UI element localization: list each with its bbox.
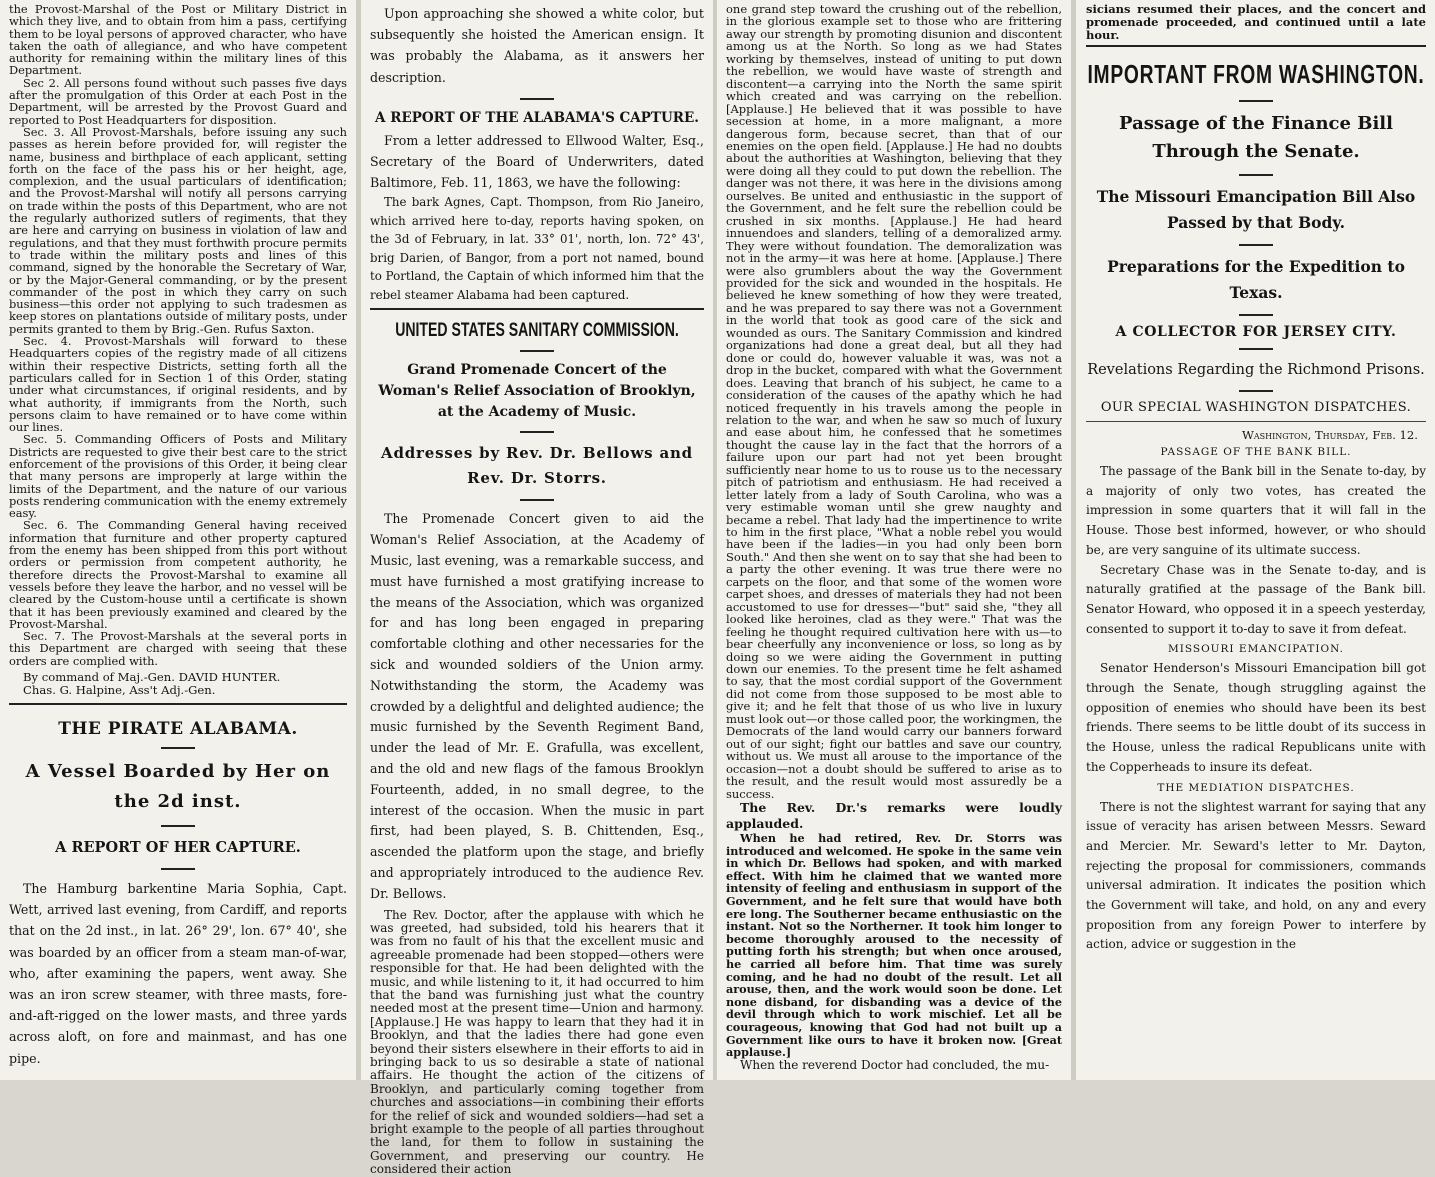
divider	[161, 825, 195, 827]
paragraph: From a letter addressed to Ellwood Walter, Esq., Secretary of the Board of Underwriters, dated Baltimore, Feb. 11, 1863, we have the following:	[370, 132, 704, 191]
paragraph: sicians resumed their places, and the concert and promenade proceeded, and continued until a late hour.	[1086, 2, 1426, 42]
subheadline: Grand Promenade Concert of the Woman's Relief Association of Brooklyn, at the Academy of Music.	[378, 362, 696, 421]
paragraph: Senator Henderson's Missouri Emancipation bill got through the Senate, though struggling against the opposition of enemies who should have been its best friends. There seems to be little doubt of its success in the House, unless the radical Republicans unite with the Copperheads to insure its defeat.	[1086, 661, 1426, 774]
headline: IMPORTANT FROM WASHINGTON.	[1087, 59, 1425, 89]
divider	[520, 98, 554, 100]
paragraph: the Provost-Marshal of the Post or Military District in which they live, and to obtain from him a pass, certifying them to be loyal persons of approved character, who have taken the oath of allegiance, and who have competent authority for remaining within the military lines of this Department.	[9, 2, 347, 78]
divider	[520, 350, 554, 352]
paragraph: one grand step toward the crushing out of the rebellion, in the glorious example set to those who are frittering away our strength by promoting disunion and discontent among us at the North. So long as we had States working by themselves, instead of uniting to put down the rebellion, we would have waste of strength and discontent—a carrying into the North the same spirit which created and was carrying on the rebellion. [Applause.] He believed that it was possible to have secession at home, in a more malignant, a more dangerous form, because secret, than that of our enemies on the open field. [Applause.] He had no doubts about the authorities at Washington, believing that they were doing all they could to put down the rebellion. The danger was not there, it was here in the divisions among ourselves. Be united and enthusiastic in the support of the Government, and he felt sure the rebellion could be crushed in six months. [Applause.] He had heard innuendoes and slanders, telling of a demoralized army. They were without foundation. The demoralization was not in the army—it was here at home. [Applause.] There were also grumblers about the way the Government provided for the sick and wounded in the hospitals. He believed he knew something of how they were treated, and he was prepared to say there was not a Government in the world that took as good care of the sick and wounded as ours. The Sanitary Commission and kindred organizations had done a great deal, but all they had done or could do, however valuable it was, was not a drop in the bucket, compared with what the Government does. Leaving that branch of his subject, he came to a consideration of the causes of the apathy which he had noticed frequently in his travels among the people in relation to the war, and when he saw so much of luxury and ease about him, he confessed that he sometimes thought the cause lay in the fact that the horrors of a failure upon our part had not yet been brought sufficiently near home to us to rouse us to the necessary pitch of patriotism and enthusiasm. He had received a letter lately from a lady of South Carolina, who was a very estimable woman until she grew naughty and became a rebel. That lady had the impertinence to write to him in the first place, "What a noble rebel you would have been if the ladies—in you had only been born South." And then she went on to say that she had been to a party the other evening. It was true there were no carpets on the floor, and that some of the women wore carpet shoes, and dresses of materials they had not been accustomed to use for dresses—"but" said she, "they all looked like heroines, clad as they were." That was the feeling he thought required cultivation here with us—to bear cheerfully any inconvenience or loss, so long as by doing so we were aiding the Government in putting down our enemies. To the present time he felt ashamed to say, that the most cordial support of the Government did not come from those supposed to be most able to give it; and he felt that those of us who live in luxury must look out—or those called poor, the workingmen, the Democrats of the land would carry our banners forward out of our sight; fight our battles and save our country, without us. We must all arouse to the importance of the occasion—not a doubt should be suffered to arise as to the result, and the result would most assuredly be a success.	[726, 2, 1062, 801]
paragraph: Secretary Chase was in the Senate to-day, and is naturally gratified at the passage of the Bank bill. Senator Howard, who opposed it in a speech yesterday, consented to support it to-day to save it from defeat.	[1086, 562, 1426, 636]
headline: UNITED STATES SANITARY COMMISSION.	[395, 320, 679, 342]
divider	[1239, 348, 1273, 350]
paragraph: Upon approaching she showed a white color, but subsequently she hoisted the American ensign. It was probably the Alabama, as it answers her description.	[370, 6, 704, 85]
subheadline: Preparations for the Expedition to Texas.	[1107, 257, 1405, 302]
divider	[1086, 45, 1426, 47]
paragraph: The passage of the Bank bill in the Senate to-day, by a majority of only two votes, has created the impression in some quarters that it will fall in the House. Those best informed, however, or who should be, are very sanguine of its ultimate success.	[1086, 464, 1426, 557]
paragraph: Sec. 3. All Provost-Marshals, before issuing any such passes as herein before provided for, will register the name, business and birthplace of each applicant, setting forth on the face of the pass his or her height, age, complexion, and the usual particulars of identification; and the Provost-Marshal will notify all persons carrying on trade within the posts of this Department, who are not the regularly authorized sutlers of regiments, that they are here and carrying on business in violation of law and regulations, and that they must forthwith procure permits to trade within the military posts and lines of this command, signed by the honorable the Secretary of War, or by the Major-General commanding, or by the present commander of the post in which they carry on such business—this order not applying to such tradesmen as keep stores on plantations outside of military posts, under permits granted to them by Brig.-Gen. Rufus Saxton.	[9, 124, 347, 336]
paragraph: The bark Agnes, Capt. Thompson, from Rio Janeiro, which arrived here to-day, reports having spoken, on the 3d of February, in lat. 33° 01', north, lon. 72° 43', brig Darien, of Bangor, from a port not named, bound to Portland, the Captain of which informed him that the rebel steamer Alabama had been captured.	[370, 195, 704, 302]
divider	[161, 747, 195, 749]
headline: A REPORT OF THE ALABAMA'S CAPTURE.	[375, 109, 699, 126]
divider	[1239, 100, 1273, 102]
signature-line: By command of Maj.-Gen. DAVID HUNTER.	[23, 670, 281, 685]
signature-line: Chas. G. Halpine, Ass't Adj.-Gen.	[23, 683, 216, 698]
column-4	[1076, 0, 1435, 1080]
paragraph: The Hamburg barkentine Maria Sophia, Capt. Wett, arrived last evening, from Cardiff, and reports that on the 2d inst., in lat. 26° 29', lon. 67° 40', she was boarded by an officer from a steam man-of-war, who, after examining the papers, went away. She was an iron screw steamer, with three masts, fore-and-aft-rigged on the lower masts, and three yards across aloft, on fore and mainmast, and has one pipe.	[9, 881, 347, 1066]
subheadline: A Vessel Boarded by Her on the 2d inst.	[25, 761, 331, 813]
divider	[1239, 390, 1273, 392]
paragraph: Sec. 4. Provost-Marshals will forward to these Headquarters copies of the registry made of all citizens within their respective Districts, setting forth all the particulars called for in Section 1 of this Order, stating under what circumstances, if original residents, and by what authority, if immigrants from the North, such persons claim to have remained or to have come within our lines.	[9, 334, 347, 435]
paragraph: There is not the slightest warrant for saying that any issue of veracity has arisen between Messrs. Seward and Mercier. Mr. Seward's letter to Mr. Dayton, rejecting the proposal for commissioners, commands universal admiration. It indicates the position which the Government will take, and hold, on any and every proposition from any foreign Power to interfere by action, advice or suggestion in the	[1086, 799, 1426, 952]
section-subhead: PASSAGE OF THE BANK BILL.	[1160, 446, 1352, 458]
subheadline: The Missouri Emancipation Bill Also Passed by that Body.	[1096, 187, 1416, 232]
subheadline: Addresses by Rev. Dr. Bellows and Rev. Dr. Storrs.	[381, 444, 693, 488]
divider	[1239, 174, 1273, 176]
column-2	[361, 0, 713, 1177]
divider	[1086, 421, 1426, 422]
section-subhead: MISSOURI EMANCIPATION.	[1167, 643, 1345, 656]
subheadline: A COLLECTOR FOR JERSEY CITY.	[1115, 324, 1397, 340]
subheadline: Revelations Regarding the Richmond Prisons.	[1087, 362, 1425, 378]
divider	[161, 868, 195, 870]
paragraph: When he had retired, Rev. Dr. Storrs was introduced and welcomed. He spoke in the same vein in which Dr. Bellows had spoken, and with marked effect. With him he claimed that we wanted more intensity of feeling and enthusiasm in support of the Government, and he felt sure that would have both ere long. The Southerner became enthusiastic on the instant. Not so the Northerner. It took him longer to become thoroughly aroused to the necessity of putting forth his strength; but when once aroused, he carried all before him. That time was surely coming, and he had no doubt of the result. Let all arouse, then, and the work would soon be done. Let none disband, for disbanding was a device of the devil through which to work mischief. Let all be courageous, knowing that God had not built up a Government like ours to have it broken now. [Great applause.]	[726, 831, 1062, 1060]
divider	[370, 308, 704, 310]
headline: THE PIRATE ALABAMA.	[58, 719, 298, 740]
divider	[520, 431, 554, 433]
subheadline: Passage of the Finance Bill Through the Senate.	[1119, 113, 1393, 162]
column-3	[717, 0, 1071, 1080]
paragraph: The Rev. Dr.'s remarks were loudly applauded.	[726, 800, 1062, 831]
order-paragraphs	[9, 3, 347, 667]
section-subhead: THE MEDIATION DISPATCHES.	[1157, 781, 1355, 794]
paragraph: Sec. 5. Commanding Officers of Posts and Military Districts are requested to give their best care to the strict enforcement of the provisions of this Order, it being clear that many persons are improperly at large within the limits of the Department, and the nature of our various posts rendering communication with the enemy extremely easy.	[9, 432, 347, 521]
dateline: Washington, Thursday, Feb. 12.	[1241, 428, 1418, 442]
paragraph: Sec. 7. The Provost-Marshals at the several ports in this Department are charged with seeing that these orders are complied with.	[9, 629, 347, 668]
paragraph: Sec 2. All persons found without such passes five days after the promulgation of this Order at each Post in the Department, will be arrested by the Provost Guard and reported to Post Headquarters for disposition.	[9, 75, 347, 127]
paragraph: The Rev. Doctor, after the applause with which he was greeted, had subsided, told his hearers that it was from no fault of his that the excellent music and agreeable promenade had been stopped—others were responsible for that. He had been delighted with the music, and while listening to it, it had occurred to him that the band was furnishing just what the country needed most at the present time—Union and harmony. [Applause.] He was happy to learn that they had it in Brooklyn, and that the ladies there had gone even beyond their sisters elsewhere in their efforts to aid in bringing back to us so desirable a state of national affairs. He thought the action of the citizens of Brooklyn, and particularly coming together from churches and associations—in combining their efforts for the relief of sick and wounded soldiers—had set a bright example to the people of all parties throughout the land, for them to follow in sustaining the Government, and preserving our country. He considered their action	[370, 907, 704, 1177]
divider	[9, 703, 347, 705]
subheadline: A REPORT OF HER CAPTURE.	[55, 839, 301, 857]
paragraph: The Promenade Concert given to aid the Woman's Relief Association, at the Academy of Music, last evening, was a remarkable success, and must have furnished a most gratifying increase to the means of the Association, which was organized for and has long been engaged in preparing comfortable clothing and other necessaries for the sick and wounded soldiers of the Union army. Notwithstanding the storm, the Academy was crowded by a delightful and delighted audience; the music furnished by the Seventh Regiment Band, under the lead of Mr. E. Grafulla, was excellent, and the old and new flags of the famous Brooklyn Fourteenth, added, in no small degree, to the interest of the occasion. When the music in part first, had been played, S. B. Chittenden, Esq., ascended the platform upon the stage, and briefly and appropriately introduced to the audience Rev. Dr. Bellows.	[370, 511, 704, 901]
divider	[520, 499, 554, 501]
paragraph: Sec. 6. The Commanding General having received information that furniture and other property captured from the enemy has been shipped from this port without orders or permission from competent authority, he therefore directs the Provost-Marshal to examine all vessels before they leave the harbor, and no vessel will be cleared by the Custom-house until a certificate is shown that it has been previously examined and cleared by the Provost-Marshal.	[9, 518, 347, 631]
paragraph: When the reverend Doctor had concluded, the mu-	[740, 1057, 1050, 1072]
subheadline: OUR SPECIAL WASHINGTON DISPATCHES.	[1100, 400, 1412, 415]
divider	[1239, 314, 1273, 316]
divider	[1239, 244, 1273, 246]
column-1	[0, 0, 356, 1080]
